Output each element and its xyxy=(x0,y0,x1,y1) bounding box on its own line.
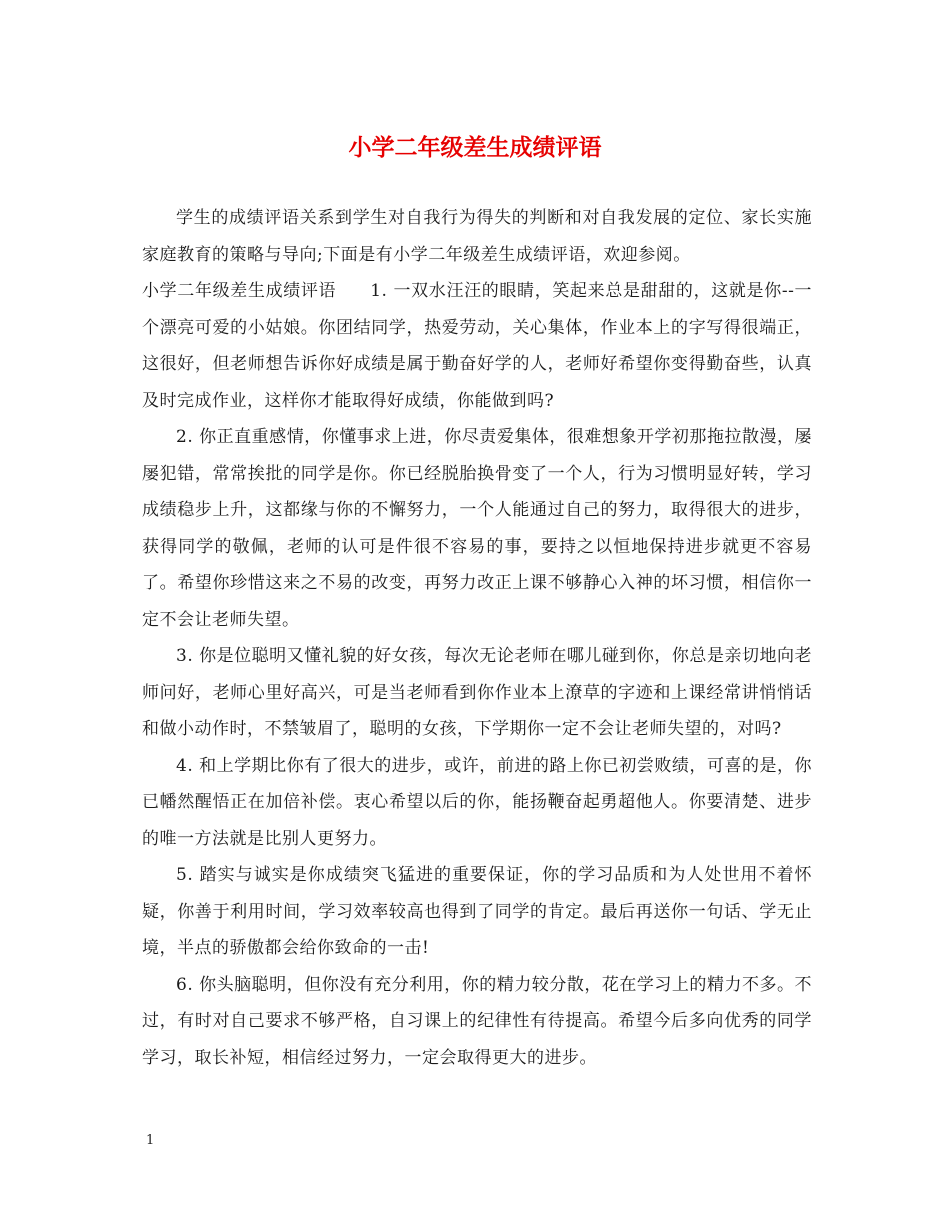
comment-text-1: 1. 一双水汪汪的眼睛，笑起来总是甜甜的，这就是你--一个漂亮可爱的小姑娘。你团结同学，热爱劳动，关心集体，作业本上的字写得很端正，这很好，但老师想告诉你好成绩是属于勤奋好学的人，老师好希望你变得勤奋些，认真及时完成作业，这样你才能取得好成绩，你能做到吗? xyxy=(142,281,812,411)
intro-paragraph: 学生的成绩评语关系到学生对自我行为得失的判断和对自我发展的定位、家长实施家庭教育的策略与导向;下面是有小学二年级差生成绩评语，欢迎参阅。 xyxy=(142,208,812,265)
comment-paragraph-2: 2. 你正直重感情，你懂事求上进，你尽责爱集体，很难想象开学初那拖拉散漫，屡屡犯错，常常挨批的同学是你。你已经脱胎换骨变了一个人，行为习惯明显好转，学习成绩稳步上升，这都缘与你的不懈努力，一个人能通过自己的努力，取得很大的进步，获得同学的敬佩，老师的认可是件很不容易的事，要持之以恒地保持进步就更不容易了。希望你珍惜这来之不易的改变，再努力改正上课不够静心入神的坏习惯，相信你一定不会让老师失望。 xyxy=(142,427,812,630)
comment-paragraph-5: 5. 踏实与诚实是你成绩突飞猛进的重要保证，你的学习品质和为人处世用不着怀疑，你善于利用时间，学习效率较高也得到了同学的肯定。最后再送你一句话、学无止境，半点的骄傲都会给你致命的一击! xyxy=(142,865,812,958)
comment-paragraph-3: 3. 你是位聪明又懂礼貌的好女孩，每次无论老师在哪儿碰到你，你总是亲切地向老师问好，老师心里好高兴，可是当老师看到你作业本上潦草的字迹和上课经常讲悄悄话和做小动作时，不禁皱眉了，聪明的女孩，下学期你一定不会让老师失望的，对吗? xyxy=(142,646,812,739)
page-number: 1 xyxy=(146,1133,155,1148)
comment-paragraph-4: 4. 和上学期比你有了很大的进步，或许，前进的路上你已初尝败绩，可喜的是，你已幡然醒悟正在加倍补偿。衷心希望以后的你，能扬鞭奋起勇超他人。你要清楚、进步的唯一方法就是比别人更努力。 xyxy=(142,755,812,849)
inline-heading: 小学二年级差生成绩评语 xyxy=(142,281,337,301)
comment-paragraph-1 xyxy=(142,273,812,419)
page-title: 小学二年级差生成绩评语 xyxy=(348,135,602,161)
document-body xyxy=(142,200,812,1076)
comment-paragraph-6: 6. 你头脑聪明，但你没有充分利用，你的精力较分散，花在学习上的精力不多。不过，有时对自己要求不够严格，自习课上的纪律性有待提高。希望今后多向优秀的同学学习，取长补短，相信经过努力，一定会取得更大的进步。 xyxy=(142,974,812,1068)
